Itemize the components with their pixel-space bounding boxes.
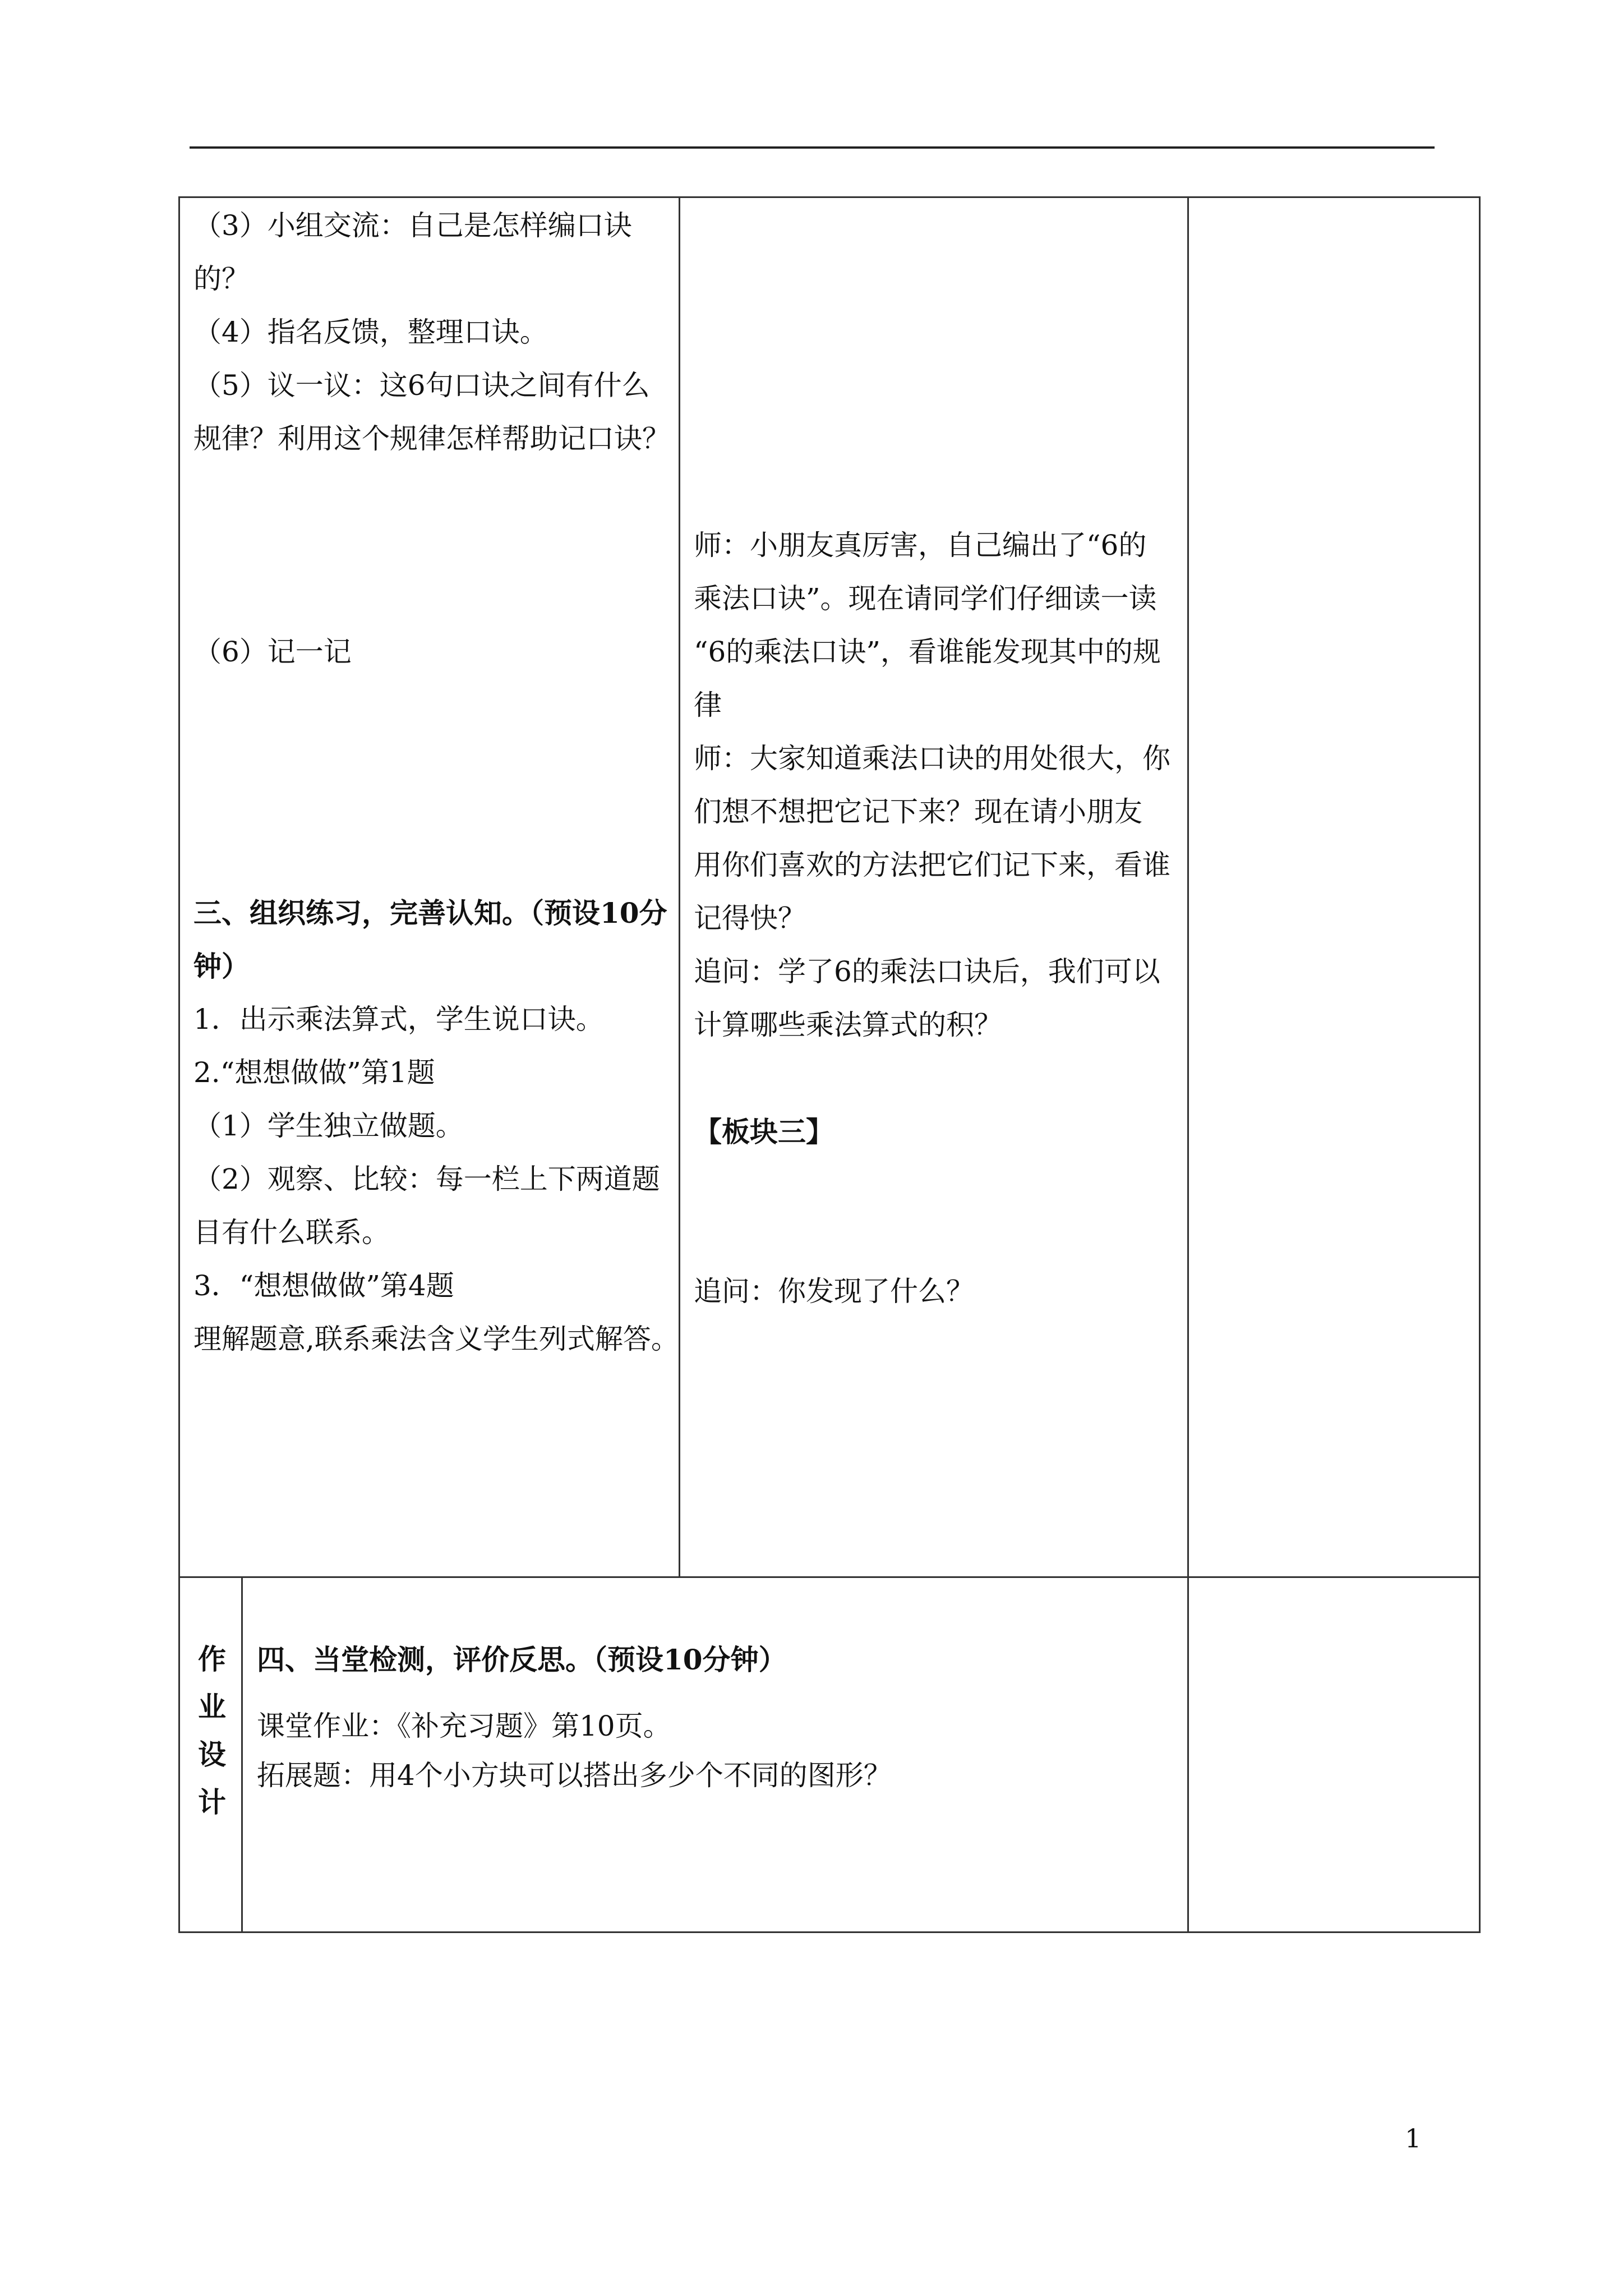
activity-line: 的？ — [193, 263, 250, 295]
page-number: 1 — [1405, 2123, 1422, 2154]
block-heading: 【板块三】 — [694, 1115, 834, 1148]
activity-line: （4）指名反馈，整理口诀。 — [193, 316, 548, 348]
guidance-line: 记得快？ — [694, 902, 806, 935]
table-bottom-border — [178, 1931, 1481, 1933]
guidance-line: 师：小朋友真厉害，自己编出了“6的 — [694, 529, 1147, 562]
activity-line: （1）学生独立做题。 — [193, 1110, 464, 1142]
column-divider-right — [1187, 196, 1189, 1933]
guidance-line: 计算哪些乘法算式的积？ — [694, 1009, 1002, 1041]
guidance-line: 乘法口诀”。现在请同学们仔细读一读 — [694, 582, 1157, 615]
activity-line: 3．“想想做做”第4题 — [193, 1269, 454, 1302]
activity-line: （2）观察、比较：每一栏上下两道题 — [193, 1163, 660, 1195]
homework-cell — [257, 1635, 892, 1800]
guidance-line: 追问：你发现了什么？ — [694, 1275, 974, 1308]
table-top-border — [178, 196, 1481, 198]
activity-line: 规律？利用这个规律怎样帮助记口诀？ — [193, 422, 670, 455]
activity-line: 理解题意,联系乘法含义学生列式解答。 — [193, 1323, 679, 1355]
activity-line: （6）记一记 — [193, 636, 352, 668]
section-heading: 三、组织练习，完善认知。（预设10分 — [193, 896, 667, 930]
homework-label: 作 业 设 计 — [198, 1642, 226, 1819]
guidance-line: 追问：学了6的乘法口诀后，我们可以 — [694, 955, 1160, 988]
guidance-line: 律 — [694, 689, 722, 721]
activity-line: 1．出示乘法算式，学生说口诀。 — [193, 1003, 604, 1036]
student-activity-cell — [193, 199, 679, 1366]
guidance-line: 们想不想把它记下来？现在请小朋友 — [694, 795, 1142, 828]
homework-heading: 四、当堂检测，评价反思。（预设10分钟） — [257, 1643, 787, 1676]
label-column-divider — [241, 1576, 243, 1933]
table-right-border — [1479, 196, 1481, 1933]
teacher-guidance-cell — [694, 519, 1170, 1318]
extension-task: 拓展题：用4个小方块可以搭出多少个不同的图形？ — [257, 1759, 892, 1792]
row-divider — [178, 1576, 1481, 1578]
guidance-line: 用你们喜欢的方法把它们记下来，看谁 — [694, 849, 1170, 881]
section-heading-cont: 钟） — [193, 950, 250, 983]
activity-line: 2.“想想做做”第1题 — [193, 1056, 435, 1089]
table-left-border — [178, 196, 180, 1933]
guidance-line: “6的乘法口诀”，看谁能发现其中的规 — [694, 636, 1161, 668]
class-work: 课堂作业：《补充习题》第10页。 — [257, 1710, 671, 1742]
activity-line: 目有什么联系。 — [193, 1216, 390, 1249]
activity-line: （3）小组交流：自己是怎样编口诀 — [193, 209, 632, 242]
activity-line: （5）议一议：这6句口诀之间有什么 — [193, 369, 650, 402]
guidance-line: 师：大家知道乘法口诀的用处很大，你 — [694, 742, 1170, 775]
header-rule — [190, 146, 1435, 149]
